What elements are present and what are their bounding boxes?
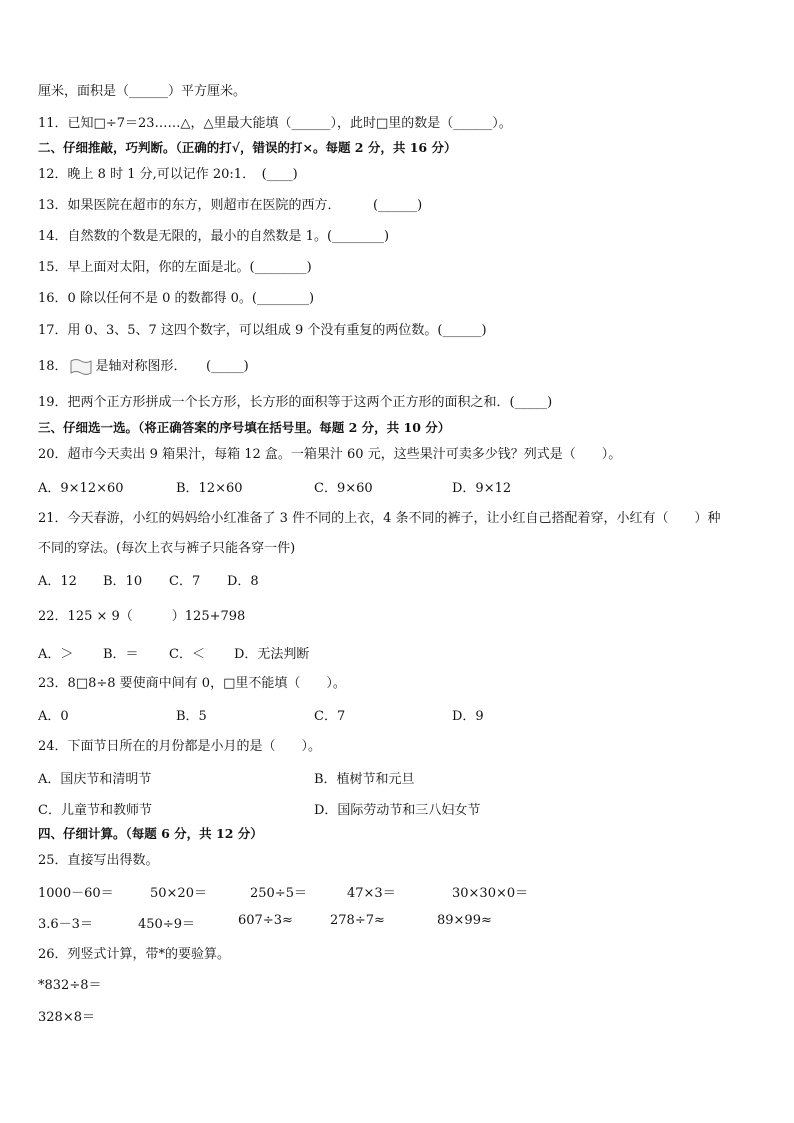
q20-option-c: C．9×60	[314, 481, 373, 496]
calc-r1-c2: 50×20＝	[150, 886, 207, 901]
q20-option-d: D．9×12	[452, 481, 512, 496]
calc-r1-c4: 47×3＝	[347, 886, 396, 901]
q22-option-d: D．无法判断	[234, 647, 310, 662]
question-21: 21．今天春游，小红的妈妈给小红准备了 3 件不同的上衣，4 条不同的裤子，让小红自己搭配着穿，小红有（ ）种	[38, 511, 721, 526]
calc-328-times-8: 328×8＝	[38, 1010, 95, 1025]
q24-option-b: B．植树节和元旦	[314, 772, 415, 787]
question-26: 26．列竖式计算，带*的要验算。	[38, 947, 231, 962]
q23-option-b: B．5	[176, 709, 207, 724]
q22-option-b: B．＝	[103, 647, 139, 662]
q20-option-b: B．12×60	[176, 481, 243, 496]
calc-r2-c1: 3.6－3＝	[38, 917, 93, 932]
q22-option-c: C．＜	[169, 647, 205, 662]
question-18	[38, 357, 764, 377]
q10-continuation: 厘米，面积是（______）平方厘米。	[38, 84, 247, 99]
q21-option-c: C．7	[169, 574, 201, 589]
calc-r2-c2: 450÷9＝	[138, 917, 195, 932]
section-heading-2: 二、仔细推敲，巧判断。（正确的打√，错误的打×。每题 2 分，共 16 分）	[38, 140, 457, 155]
question-20: 20．超市今天卖出 9 箱果汁，每箱 12 盒。一箱果汁 60 元，这些果汁可卖多少钱？列式是（ ）。	[38, 447, 622, 462]
question-16: 16．0 除以任何不是 0 的数都得 0。(________)	[38, 291, 315, 306]
question-15: 15．早上面对太阳，你的左面是北。(________)	[38, 260, 312, 275]
question-23: 23．8□8÷8 要使商中间有 0，□里不能填（ ）。	[38, 676, 346, 691]
question-21-continued: 不同的穿法。(每次上衣与裤子只能各穿一件)	[38, 541, 296, 556]
q22-option-a: A．＞	[38, 647, 74, 662]
section-heading-4: 四、仔细计算。（每题 6 分，共 12 分）	[38, 826, 263, 841]
q24-option-c: C．儿童节和教师节	[38, 803, 152, 818]
calc-r1-c1: 1000－60＝	[38, 886, 114, 901]
calc-r1-c3: 250÷5＝	[250, 886, 307, 901]
q21-option-d: D．8	[227, 574, 259, 589]
wave-flag-shape-icon	[68, 358, 94, 376]
question-18-number: 18．	[38, 359, 68, 374]
question-12: 12．晚上 8 时 1 分,可以记作 20:1． (____)	[38, 167, 298, 182]
q23-option-d: D．9	[452, 709, 484, 724]
q23-option-c: C．7	[314, 709, 346, 724]
calc-r1-c5: 30×30×0＝	[452, 886, 529, 901]
calc-r2-c4: 278÷7≈	[330, 913, 385, 928]
q23-option-a: A．0	[38, 709, 69, 724]
question-17: 17．用 0、3、5、7 这四个数字，可以组成 9 个没有重复的两位数。(______)	[38, 323, 487, 338]
question-22: 22．125 × 9（ ）125+798	[38, 609, 246, 624]
section-heading-3: 三、仔细选一选。（将正确答案的序号填在括号里。每题 2 分，共 10 分）	[38, 420, 451, 435]
question-19: 19．把两个正方形拼成一个长方形，长方形的面积等于这两个正方形的面积之和．(_____)	[38, 395, 553, 410]
question-13: 13．如果医院在超市的东方，则超市在医院的西方． (______)	[38, 198, 423, 213]
q20-option-a: A．9×12×60	[38, 481, 124, 496]
calc-r2-c5: 89×99≈	[437, 913, 492, 928]
q21-option-b: B．10	[103, 574, 143, 589]
q24-option-d: D．国际劳动节和三八妇女节	[314, 803, 481, 818]
question-11: 11．已知□÷7＝23……△，△里最大能填（______），此时□里的数是（______）。	[38, 116, 512, 131]
question-18-text: 是轴对称图形． (_____)	[95, 359, 249, 374]
question-25: 25．直接写出得数。	[38, 853, 159, 868]
q24-option-a: A．国庆节和清明节	[38, 772, 152, 787]
calc-r2-c3: 607÷3≈	[238, 913, 293, 928]
q21-option-a: A．12	[38, 574, 77, 589]
calc-832-div-8: *832÷8＝	[38, 978, 102, 993]
question-14: 14．自然数的个数是无限的，最小的自然数是 1。(________)	[38, 229, 390, 244]
question-24: 24．下面节日所在的月份都是小月的是（ ）。	[38, 739, 322, 754]
